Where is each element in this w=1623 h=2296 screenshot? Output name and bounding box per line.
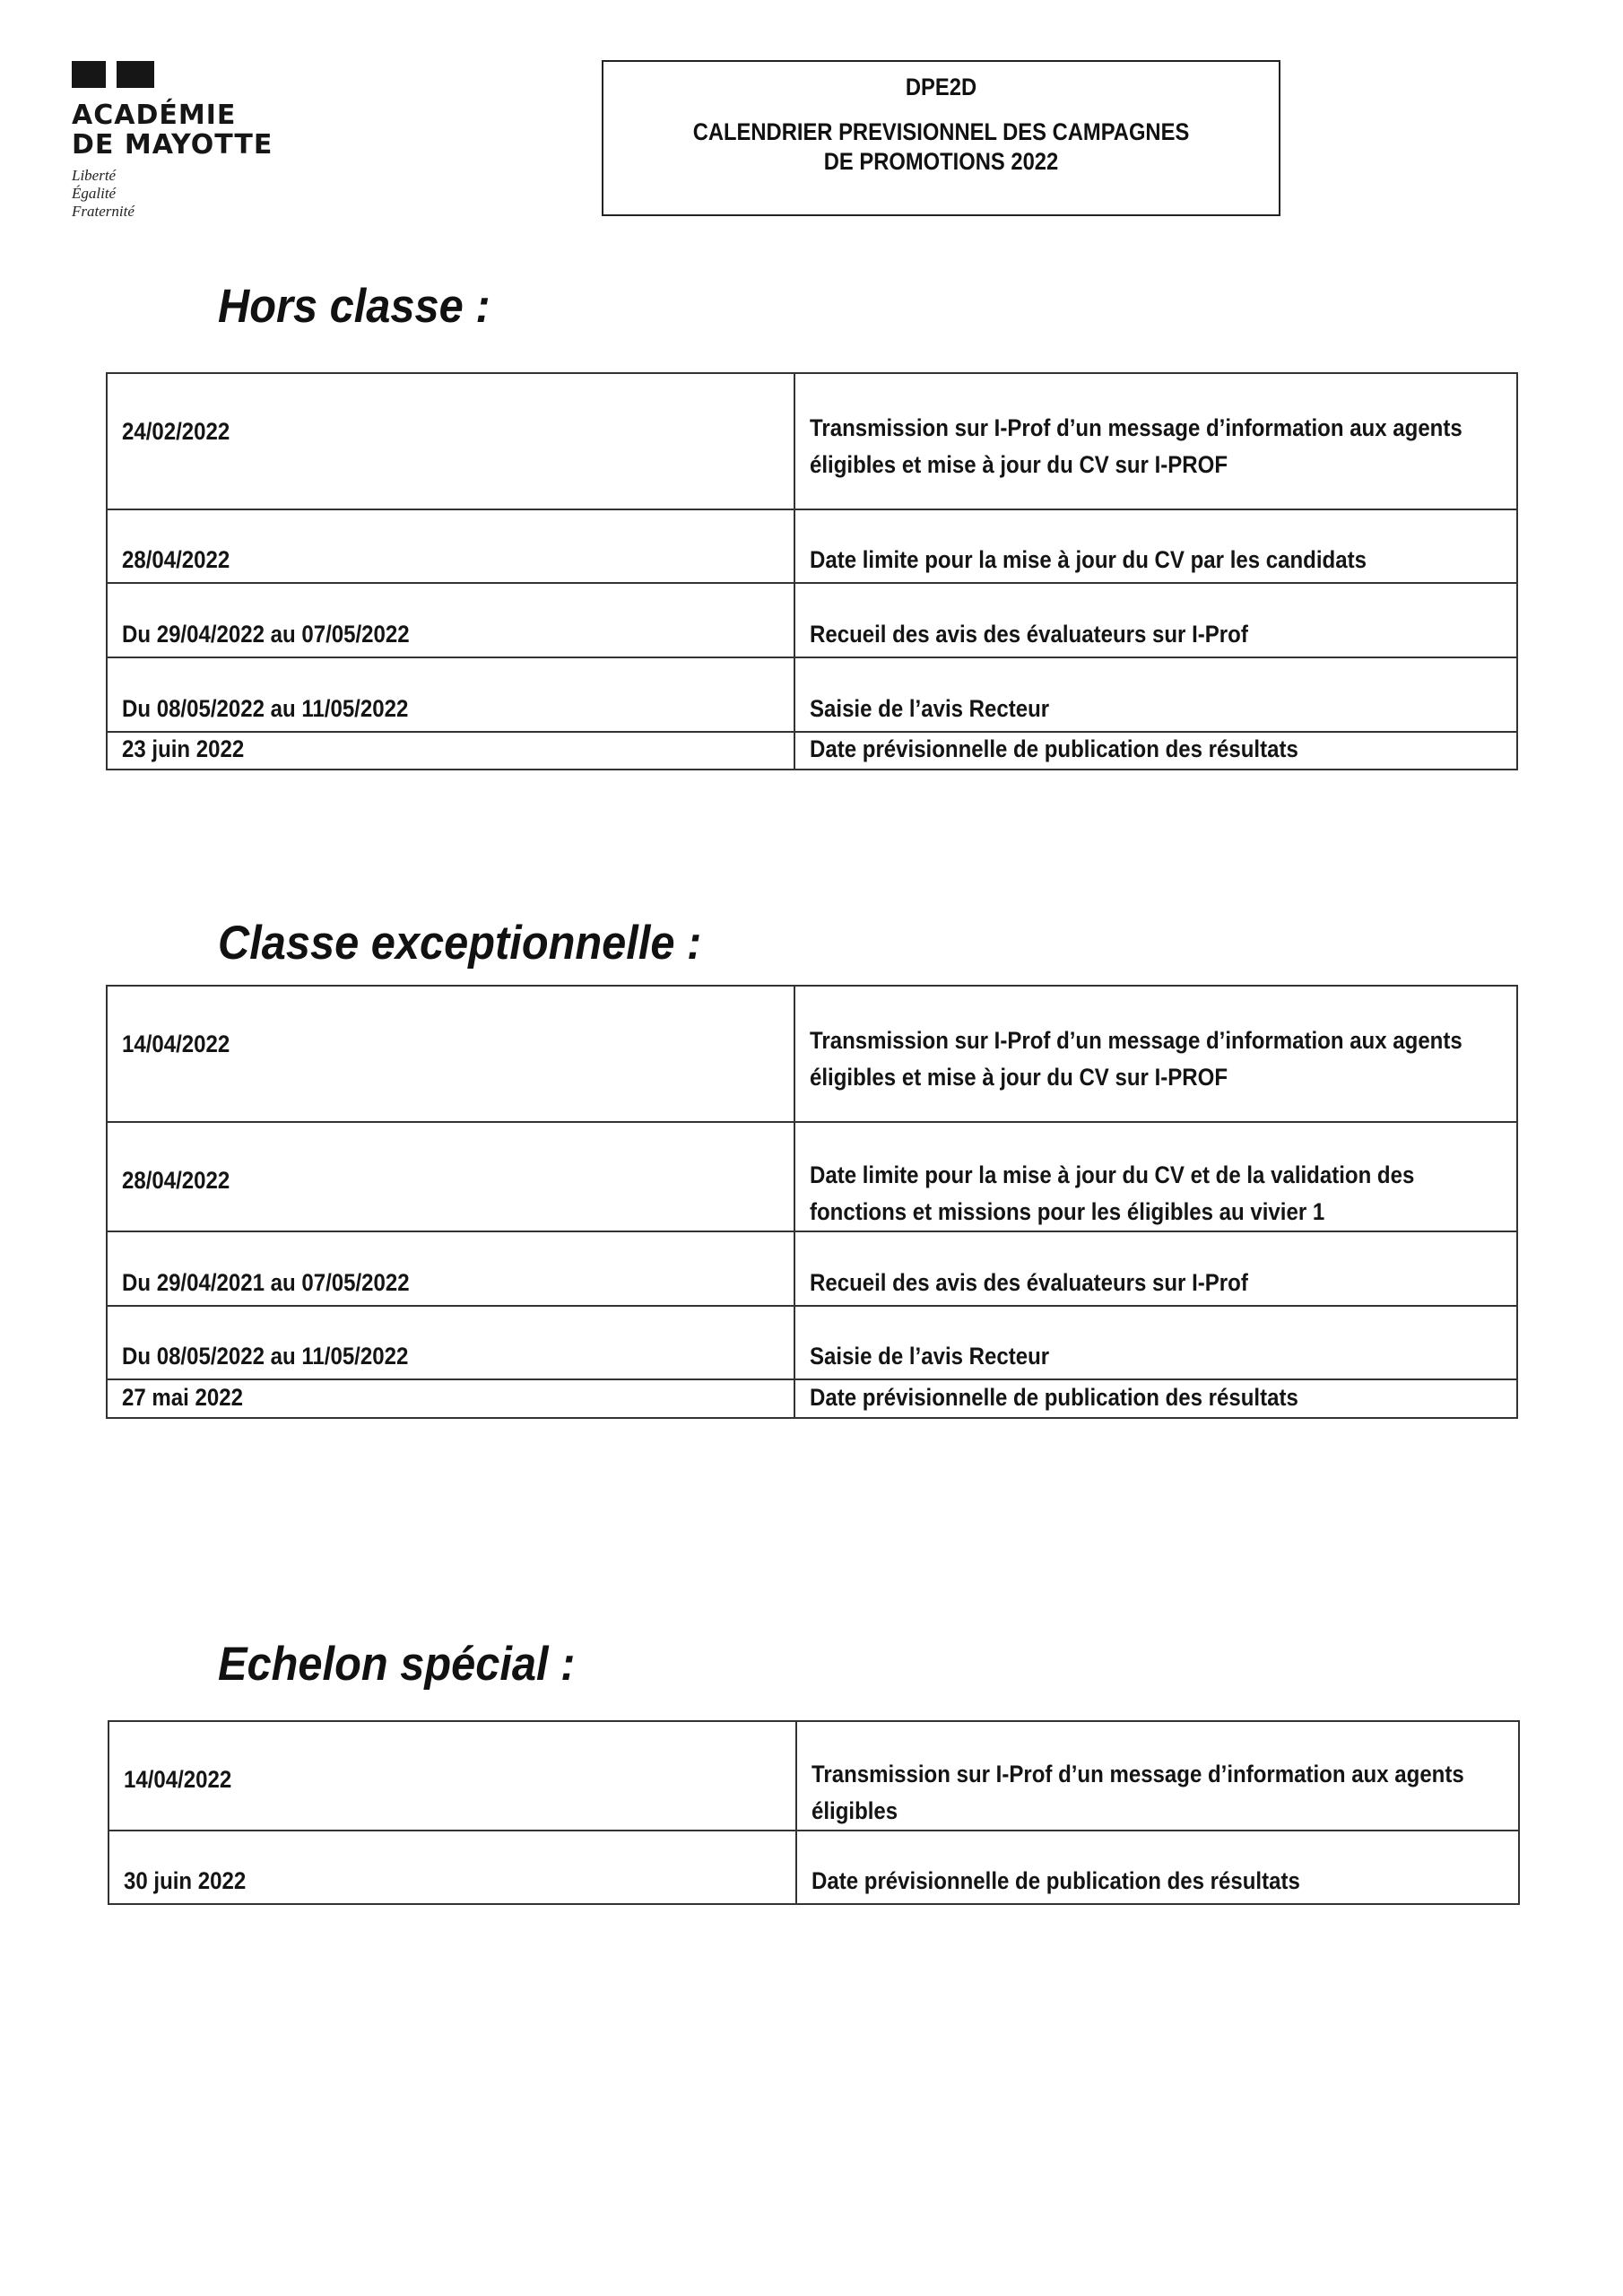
date-cell: 24/02/2022 xyxy=(107,373,794,509)
date-cell: 14/04/2022 xyxy=(107,986,794,1122)
date-cell: Du 29/04/2022 au 07/05/2022 xyxy=(107,583,794,657)
date-cell: 28/04/2022 xyxy=(107,1122,794,1231)
document-title xyxy=(644,117,1238,177)
date-cell: Du 08/05/2022 au 11/05/2022 xyxy=(107,657,794,732)
date-cell: 23 juin 2022 xyxy=(107,732,794,770)
table-row xyxy=(107,1306,1517,1379)
table-echelon-special xyxy=(108,1720,1520,1905)
description-cell: Date prévisionnelle de publication des résultats xyxy=(794,732,1517,770)
department-code: DPE2D xyxy=(905,74,977,100)
section-title-hors-classe: Hors classe : xyxy=(218,280,490,333)
description-cell: Transmission sur I-Prof d’un message d’information aux agents éligibles et mise à jour du CV sur I-PROF xyxy=(794,373,1517,509)
date-cell: 28/04/2022 xyxy=(107,509,794,583)
section-title-classe-exceptionnelle: Classe exceptionnelle : xyxy=(218,917,702,970)
table-row xyxy=(107,1122,1517,1231)
description-cell: Date limite pour la mise à jour du CV et de la validation des fonctions et missions pour les éligibles au vivier 1 xyxy=(794,1122,1517,1231)
document-header-box xyxy=(602,60,1280,216)
table-row xyxy=(108,1721,1519,1831)
table-row xyxy=(107,1379,1517,1418)
date-cell: 30 juin 2022 xyxy=(108,1831,796,1904)
date-cell: Du 08/05/2022 au 11/05/2022 xyxy=(107,1306,794,1379)
date-cell: Du 29/04/2021 au 07/05/2022 xyxy=(107,1231,794,1306)
table-classe-exceptionnelle xyxy=(106,985,1518,1419)
description-cell: Transmission sur I-Prof d’un message d’information aux agents éligibles et mise à jour du CV sur I-PROF xyxy=(794,986,1517,1122)
republic-motto xyxy=(72,167,341,221)
academy-name xyxy=(72,100,341,160)
academy-name-line2: DE MAYOTTE xyxy=(72,129,273,161)
table-hors-classe xyxy=(106,372,1518,770)
description-cell: Transmission sur I-Prof d’un message d’information aux agents éligibles xyxy=(796,1721,1519,1831)
document-title-line1: CALENDRIER PREVISIONNEL DES CAMPAGNES xyxy=(692,118,1190,145)
academy-logo xyxy=(72,61,341,221)
motto-liberte: Liberté xyxy=(72,167,117,184)
description-cell: Date limite pour la mise à jour du CV par les candidats xyxy=(794,509,1517,583)
description-cell: Saisie de l’avis Recteur xyxy=(794,1306,1517,1379)
description-cell: Date prévisionnelle de publication des résultats xyxy=(796,1831,1519,1904)
section-title-echelon-special: Echelon spécial : xyxy=(218,1638,576,1691)
table-row xyxy=(108,1831,1519,1904)
marianne-logo-icon xyxy=(72,61,154,90)
motto-fraternite: Fraternité xyxy=(72,203,135,220)
date-cell: 14/04/2022 xyxy=(108,1721,796,1831)
table-row xyxy=(107,657,1517,732)
table-row xyxy=(107,986,1517,1122)
motto-egalite: Égalité xyxy=(72,185,117,202)
date-cell: 27 mai 2022 xyxy=(107,1379,794,1418)
table-row xyxy=(107,1231,1517,1306)
description-cell: Date prévisionnelle de publication des résultats xyxy=(794,1379,1517,1418)
academy-name-line1: ACADÉMIE xyxy=(72,100,237,131)
document-title-line2: DE PROMOTIONS 2022 xyxy=(823,148,1059,175)
table-row xyxy=(107,373,1517,509)
table-row xyxy=(107,583,1517,657)
description-cell: Recueil des avis des évaluateurs sur I-Prof xyxy=(794,1231,1517,1306)
description-cell: Saisie de l’avis Recteur xyxy=(794,657,1517,732)
table-row xyxy=(107,509,1517,583)
table-row xyxy=(107,732,1517,770)
description-cell: Recueil des avis des évaluateurs sur I-Prof xyxy=(794,583,1517,657)
